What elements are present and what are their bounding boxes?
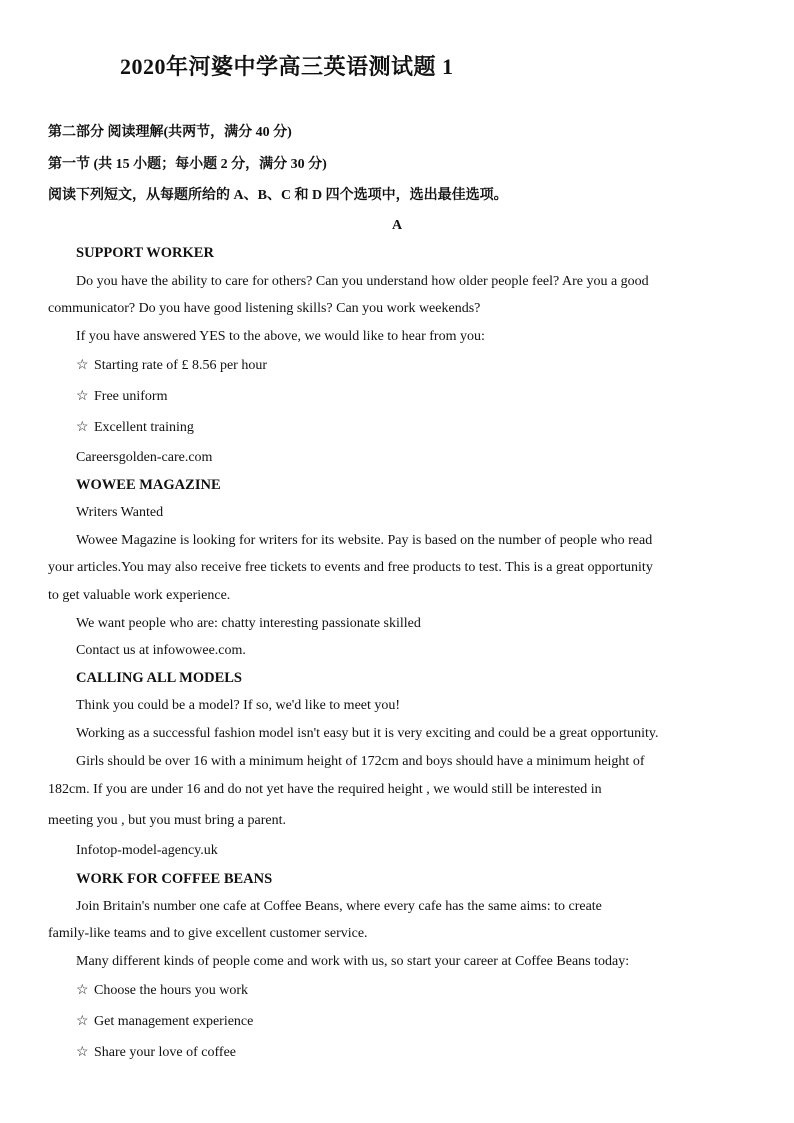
passage-label: A bbox=[391, 218, 403, 233]
ad2-contact: Contact us at infowowee.com. bbox=[76, 643, 246, 658]
list-item-text: Share your love of coffee bbox=[94, 1045, 237, 1060]
list-item bbox=[76, 388, 167, 406]
ad4-paragraph-line: family-like teams and to give excellent customer service. bbox=[48, 926, 368, 941]
ad2-paragraph: We want people who are: chatty interesting passionate skilled bbox=[76, 616, 421, 631]
list-item bbox=[76, 419, 194, 437]
list-item-text: Starting rate of £ 8.56 per hour bbox=[94, 358, 268, 373]
ad3-contact: Infotop-model-agency.uk bbox=[76, 843, 218, 858]
star-icon: ☆ bbox=[76, 420, 89, 435]
ad3-paragraph: Working as a successful fashion model isn't easy but it is very exciting and could be a great opportunity. bbox=[76, 726, 659, 741]
list-item bbox=[76, 1044, 236, 1062]
ad2-subheading: Writers Wanted bbox=[76, 505, 164, 520]
star-icon: ☆ bbox=[76, 983, 89, 998]
ad3-paragraph-line: meeting you , but you must bring a parent. bbox=[48, 813, 286, 828]
ad2-paragraph-line: your articles.You may also receive free tickets to events and free products to test. This is a great opportunity bbox=[48, 560, 653, 575]
list-item bbox=[76, 1013, 253, 1031]
ad4-paragraph: Many different kinds of people come and work with us, so start your career at Coffee Beans today: bbox=[76, 954, 630, 969]
ad-heading-support-worker: SUPPORT WORKER bbox=[76, 245, 214, 261]
list-item bbox=[76, 982, 248, 1000]
ad3-paragraph-line: Girls should be over 16 with a minimum height of 172cm and boys should have a minimum height of bbox=[76, 754, 645, 769]
ad1-paragraph-line: communicator? Do you have good listening skills? Can you work weekends? bbox=[48, 301, 481, 316]
ad2-paragraph-line: to get valuable work experience. bbox=[48, 588, 231, 603]
star-icon: ☆ bbox=[76, 1014, 89, 1029]
list-item-text: Free uniform bbox=[94, 389, 168, 404]
ad1-contact: Careersgolden-care.com bbox=[76, 450, 213, 465]
ad-heading-coffee-beans: WORK FOR COFFEE BEANS bbox=[76, 871, 273, 887]
list-item bbox=[76, 357, 267, 375]
ad1-paragraph-line: Do you have the ability to care for others? Can you understand how older people feel? Are you a good bbox=[76, 274, 649, 289]
list-item-text: Get management experience bbox=[94, 1014, 254, 1029]
ad-heading-calling-all-models: CALLING ALL MODELS bbox=[76, 670, 242, 686]
part-heading: 第二部分 阅读理解(共两节，满分 40 分) bbox=[48, 125, 292, 140]
list-item-text: Excellent training bbox=[94, 420, 194, 435]
ad1-paragraph: If you have answered YES to the above, we would like to hear from you: bbox=[76, 329, 485, 344]
star-icon: ☆ bbox=[76, 1045, 89, 1060]
list-item-text: Choose the hours you work bbox=[94, 983, 248, 998]
instructions: 阅读下列短文，从每题所给的 A、B、C 和 D 四个选项中，选出最佳选项。 bbox=[48, 188, 508, 203]
ad-heading-wowee-magazine: WOWEE MAGAZINE bbox=[76, 477, 221, 493]
ad4-paragraph-line: Join Britain's number one cafe at Coffee Beans, where every cafe has the same aims: to create bbox=[76, 899, 602, 914]
ad2-paragraph-line: Wowee Magazine is looking for writers for its website. Pay is based on the number of people who read bbox=[76, 533, 653, 548]
star-icon: ☆ bbox=[76, 389, 89, 404]
section-heading: 第一节 (共 15 小题；每小题 2 分，满分 30 分) bbox=[48, 157, 327, 172]
ad3-paragraph-line: 182cm. If you are under 16 and do not yet have the required height , we would still be interested in bbox=[48, 782, 602, 797]
page-title: 2020年河婆中学高三英语测试题 1 bbox=[120, 54, 454, 79]
star-icon: ☆ bbox=[76, 358, 89, 373]
ad3-paragraph: Think you could be a model? If so, we'd like to meet you! bbox=[76, 698, 401, 713]
